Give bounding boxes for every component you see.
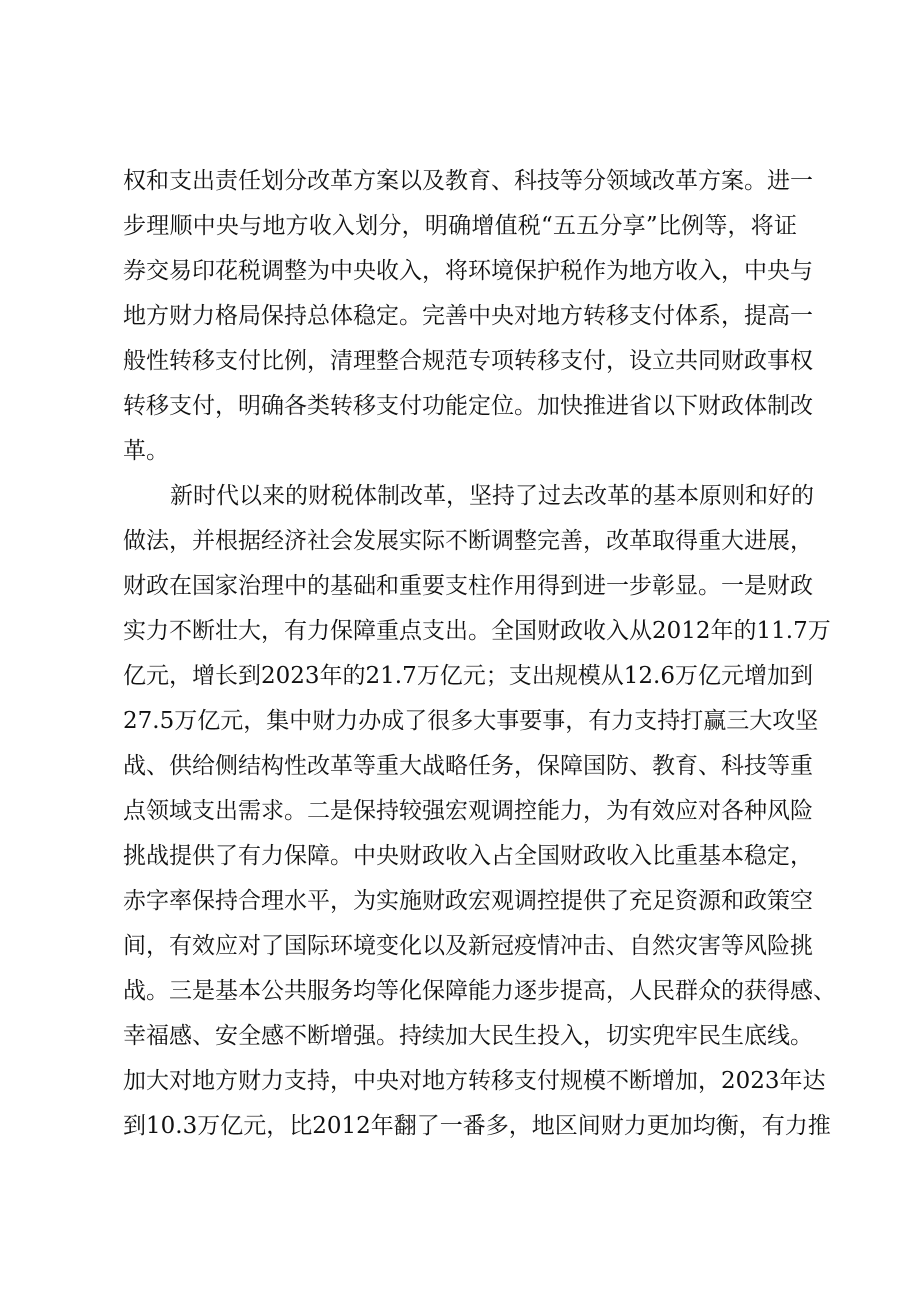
text-line: 加大对地方财力支持，中央对地方转移支付规模不断增加，2023年达 — [123, 1068, 826, 1094]
text-line: 做法，并根据经济社会发展实际不断调整完善，改革取得重大进展， — [123, 528, 813, 554]
text-line: 战、供给侧结构性改革等重大战略任务，保障国防、教育、科技等重 — [123, 753, 813, 779]
text-line: 转移支付，明确各类转移支付功能定位。加快推进省以下财政体制改 — [123, 393, 813, 419]
text-line: 新时代以来的财税体制改革，坚持了过去改革的基本原则和好的 — [170, 483, 814, 509]
text-line: 间，有效应对了国际环境变化以及新冠疫情冲击、自然灾害等风险挑 — [123, 933, 813, 959]
text-line: 战。三是基本公共服务均等化保障能力逐步提高，人民群众的获得感、 — [123, 978, 836, 1004]
text-line: 券交易印花税调整为中央收入，将环境保护税作为地方收入，中央与 — [123, 258, 813, 284]
text-line: 革。 — [123, 438, 169, 464]
text-line: 挑战提供了有力保障。中央财政收入占全国财政收入比重基本稳定， — [123, 843, 813, 869]
text-line: 财政在国家治理中的基础和重要支柱作用得到进一步彰显。一是财政 — [123, 573, 813, 599]
text-line: 赤字率保持合理水平，为实施财政宏观调控提供了充足资源和政策空 — [123, 888, 813, 914]
text-line: 27.5万亿元，集中财力办成了很多大事要事，有力支持打赢三大攻坚 — [123, 708, 819, 734]
text-line: 实力不断壮大，有力保障重点支出。全国财政收入从2012年的11.7万 — [123, 618, 831, 644]
text-line: 点领域支出需求。二是保持较强宏观调控能力，为有效应对各种风险 — [123, 798, 813, 824]
text-line: 到10.3万亿元，比2012年翻了一番多，地区间财力更加均衡，有力推 — [123, 1113, 831, 1139]
text-line: 步理顺中央与地方收入划分，明确增值税“五五分享”比例等，将证 — [123, 213, 797, 239]
text-line: 般性转移支付比例，清理整合规范专项转移支付，设立共同财政事权 — [123, 348, 813, 374]
text-line: 地方财力格局保持总体稳定。完善中央对地方转移支付体系，提高一 — [123, 303, 813, 329]
text-line: 亿元，增长到2023年的21.7万亿元；支出规模从12.6万亿元增加到 — [123, 663, 813, 689]
text-line: 幸福感、安全感不断增强。持续加大民生投入，切实兜牢民生底线。 — [123, 1023, 813, 1049]
text-line: 权和支出责任划分改革方案以及教育、科技等分领域改革方案。进一 — [123, 168, 813, 194]
